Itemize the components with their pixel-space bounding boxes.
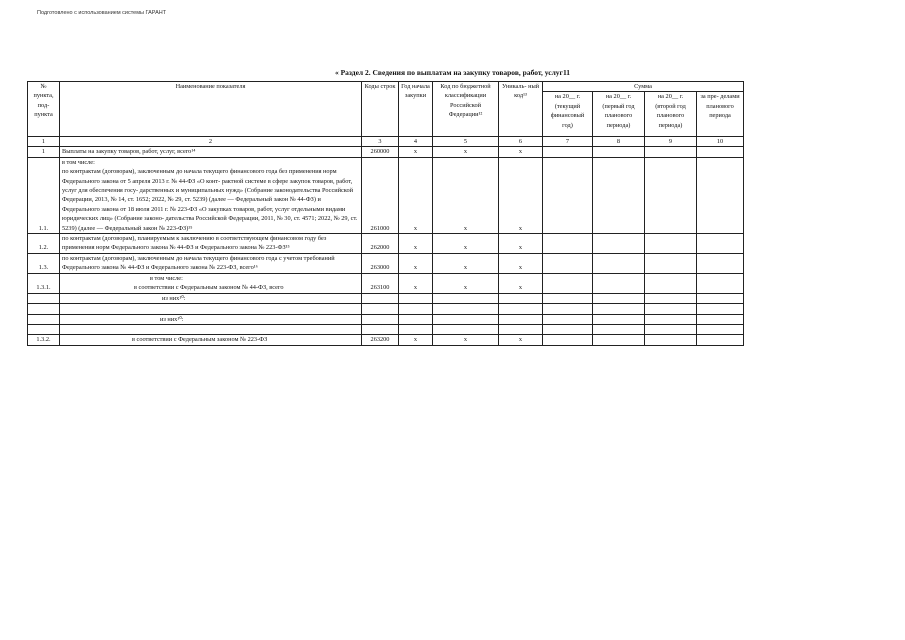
col-number: 9 bbox=[645, 137, 697, 147]
col-number: 5 bbox=[433, 137, 499, 147]
row-sum bbox=[593, 314, 645, 324]
row-code: 261000 bbox=[362, 157, 399, 233]
row-sum bbox=[543, 147, 593, 157]
row-bk: x bbox=[433, 234, 499, 254]
row-sum bbox=[645, 157, 697, 233]
row-code bbox=[362, 314, 399, 324]
row-code: 263000 bbox=[362, 253, 399, 273]
row-name: из них¹⁰: bbox=[60, 293, 362, 303]
header-sum: Сумма bbox=[543, 82, 744, 92]
row-year: x bbox=[399, 273, 433, 293]
row-name: по контрактам (договорам), заключенным до начала текущего финансового года с учетом требований Федерального закона № 44-ФЗ и Федерального закона № 223-ФЗ, всего¹⁶ bbox=[60, 253, 362, 273]
row-name bbox=[60, 303, 362, 314]
row-sum bbox=[645, 234, 697, 254]
row-year bbox=[399, 314, 433, 324]
col-number: 6 bbox=[499, 137, 543, 147]
table-row bbox=[28, 293, 744, 303]
row-code: 260000 bbox=[362, 147, 399, 157]
table-row bbox=[28, 147, 744, 157]
row-code bbox=[362, 325, 399, 335]
row-year bbox=[399, 325, 433, 335]
row-sum bbox=[697, 293, 744, 303]
row-sum bbox=[543, 157, 593, 233]
row-code bbox=[362, 293, 399, 303]
row-num: 1.1. bbox=[28, 157, 60, 233]
row-sum bbox=[645, 147, 697, 157]
row-unique: x bbox=[499, 147, 543, 157]
row-sum bbox=[593, 293, 645, 303]
row-sum bbox=[593, 147, 645, 157]
row-num: 1.3.1. bbox=[28, 273, 60, 293]
header-codes: Коды строк bbox=[362, 82, 399, 137]
row-unique: x bbox=[499, 273, 543, 293]
row-year bbox=[399, 293, 433, 303]
row-intro: в том числе: bbox=[62, 158, 95, 166]
header-sum-current: на 20__ г. (текущий финансовый год) bbox=[543, 92, 593, 137]
row-sum bbox=[543, 303, 593, 314]
row-code: 263100 bbox=[362, 273, 399, 293]
row-num bbox=[28, 314, 60, 324]
row-num: 1.2. bbox=[28, 234, 60, 254]
header-num: № пункта, под- пункта bbox=[28, 82, 60, 137]
watermark: Подготовлено с использованием системы ГАРАНТ bbox=[37, 10, 167, 16]
row-code: 263200 bbox=[362, 335, 399, 345]
table-row bbox=[28, 303, 744, 314]
row-year: x bbox=[399, 253, 433, 273]
row-sum bbox=[593, 273, 645, 293]
section-title: « Раздел 2. Сведения по выплатам на закупку товаров, работ, услуг11 bbox=[334, 68, 571, 77]
row-name bbox=[60, 273, 362, 293]
table-row bbox=[28, 234, 744, 254]
row-sum bbox=[593, 234, 645, 254]
row-sum bbox=[697, 314, 744, 324]
row-sum bbox=[697, 234, 744, 254]
row-sum bbox=[697, 335, 744, 345]
row-num bbox=[28, 293, 60, 303]
row-sum bbox=[593, 253, 645, 273]
row-name: Выплаты на закупку товаров, работ, услуг, всего¹⁴ bbox=[60, 147, 362, 157]
row-sum bbox=[543, 273, 593, 293]
row-sum bbox=[697, 147, 744, 157]
row-name: по контрактам (договорам), планируемым к заключению в соответствующем финансовом году без применения норм Федерального закона № 44-ФЗ и Федерального закона № 223-ФЗ¹⁵ bbox=[60, 234, 362, 254]
header-budget-code: Код по бюджетной классификации Российской Федерации¹² bbox=[433, 82, 499, 137]
row-num: 1.3.2. bbox=[28, 335, 60, 345]
row-name bbox=[60, 157, 362, 233]
table-row bbox=[28, 253, 744, 273]
row-sum bbox=[645, 325, 697, 335]
header-year: Год начала закупки bbox=[399, 82, 433, 137]
row-bk: x bbox=[433, 253, 499, 273]
col-number: 3 bbox=[362, 137, 399, 147]
row-bk: x bbox=[433, 335, 499, 345]
row-sum bbox=[645, 314, 697, 324]
table-row bbox=[28, 325, 744, 335]
col-number: 7 bbox=[543, 137, 593, 147]
row-name: в соответствии с Федеральным законом № 223-ФЗ bbox=[60, 335, 362, 345]
row-unique: x bbox=[499, 157, 543, 233]
row-bk bbox=[433, 303, 499, 314]
row-num: 1 bbox=[28, 147, 60, 157]
row-sum bbox=[697, 157, 744, 233]
row-sum bbox=[645, 303, 697, 314]
table-row bbox=[28, 157, 744, 233]
row-year: x bbox=[399, 147, 433, 157]
row-code: 262000 bbox=[362, 234, 399, 254]
row-sum bbox=[645, 293, 697, 303]
row-name: из них¹⁰: bbox=[60, 314, 362, 324]
row-unique: x bbox=[499, 253, 543, 273]
row-sum bbox=[645, 253, 697, 273]
row-bk: x bbox=[433, 157, 499, 233]
row-year: x bbox=[399, 335, 433, 345]
table-row bbox=[28, 335, 744, 345]
col-number: 2 bbox=[60, 137, 362, 147]
row-sum bbox=[543, 234, 593, 254]
row-sum bbox=[593, 325, 645, 335]
col-number: 4 bbox=[399, 137, 433, 147]
row-name bbox=[60, 325, 362, 335]
row-num bbox=[28, 325, 60, 335]
col-number: 8 bbox=[593, 137, 645, 147]
table-row bbox=[28, 273, 744, 293]
row-num: 1.3. bbox=[28, 253, 60, 273]
row-name-text: в соответствии с Федеральным законом № 44-ФЗ, всего bbox=[134, 284, 284, 292]
row-year bbox=[399, 303, 433, 314]
row-unique bbox=[499, 293, 543, 303]
row-sum bbox=[593, 157, 645, 233]
row-unique bbox=[499, 314, 543, 324]
row-name-text: по контрактам (договорам), заключенным до начала текущего финансового года без применения норм Федерального закона от 5 апреля 2013 г. № 44-ФЗ «О конт- рактной системе в сфере закупок товаров, работ, услуг для обеспечения госу- дарственных и муниципальных нужд» (Собрание законодательства Российской Федерации, 2013, № 14, ст. 1652; 2022, № 29, ст. 5239) (далее — Федеральный закон № 44-ФЗ) и Федерального закона от 18 июля 2011 г. № 223-ФЗ «О закупках товаров, работ, услуг отдельными видами юридических лиц» (Собрание законо- дательства Российской Федерации, 2011, № 30, ст. 4571; 2022, № 29, ст. 5239) (далее — Федеральный закон № 223-ФЗ)¹⁵ bbox=[62, 168, 358, 232]
header-sum-first: на 20__ г. (первый год планового периода) bbox=[593, 92, 645, 137]
row-unique: x bbox=[499, 234, 543, 254]
column-number-row bbox=[28, 137, 744, 147]
header-sum-second: на 20__ г. (второй год планового периода) bbox=[645, 92, 697, 137]
header-sum-beyond: за пре- делами планового периода bbox=[697, 92, 744, 137]
header-name: Наименование показателя bbox=[60, 82, 362, 137]
col-number: 10 bbox=[697, 137, 744, 147]
row-year: x bbox=[399, 157, 433, 233]
col-number: 1 bbox=[28, 137, 60, 147]
row-code bbox=[362, 303, 399, 314]
row-bk bbox=[433, 293, 499, 303]
row-intro: в том числе: bbox=[150, 274, 183, 282]
row-bk bbox=[433, 325, 499, 335]
row-sum bbox=[697, 325, 744, 335]
row-bk: x bbox=[433, 273, 499, 293]
row-sum bbox=[543, 253, 593, 273]
row-sum bbox=[543, 335, 593, 345]
row-year: x bbox=[399, 234, 433, 254]
payments-table bbox=[27, 81, 744, 346]
row-unique bbox=[499, 325, 543, 335]
row-sum bbox=[543, 325, 593, 335]
row-sum bbox=[697, 273, 744, 293]
row-bk bbox=[433, 314, 499, 324]
row-sum bbox=[697, 303, 744, 314]
row-sum bbox=[543, 293, 593, 303]
row-sum bbox=[543, 314, 593, 324]
row-sum bbox=[645, 335, 697, 345]
header-unique-code: Уникаль- ный код¹³ bbox=[499, 82, 543, 137]
table-row bbox=[28, 314, 744, 324]
row-bk: x bbox=[433, 147, 499, 157]
row-sum bbox=[593, 303, 645, 314]
row-unique: x bbox=[499, 335, 543, 345]
row-sum bbox=[697, 253, 744, 273]
row-sum bbox=[645, 273, 697, 293]
row-num bbox=[28, 303, 60, 314]
row-unique bbox=[499, 303, 543, 314]
row-sum bbox=[593, 335, 645, 345]
